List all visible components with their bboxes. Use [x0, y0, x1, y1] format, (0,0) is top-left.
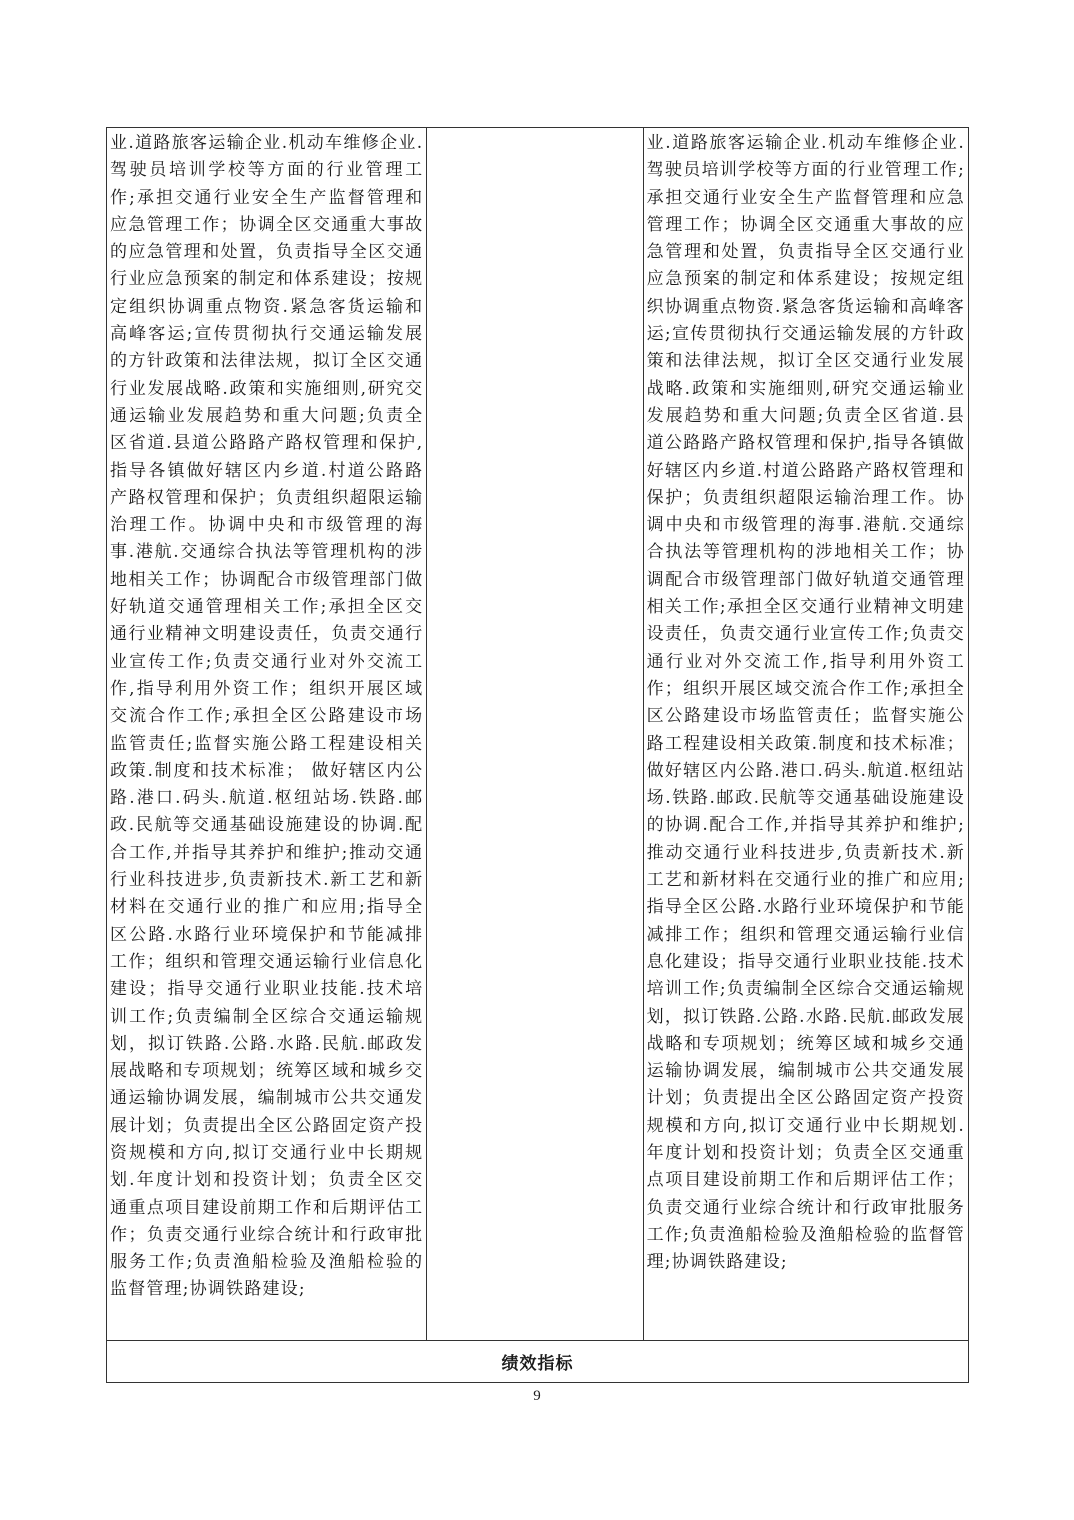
- duties-table: [106, 127, 969, 1383]
- middle-empty-cell: [427, 128, 643, 1341]
- left-duties-cell: [107, 128, 427, 1341]
- page-number: 9: [533, 1388, 541, 1404]
- performance-indicators-header: 绩效指标: [107, 1341, 969, 1383]
- section-header-row: [107, 1341, 969, 1383]
- duties-row: [107, 128, 969, 1341]
- right-duties-text: 业.道路旅客运输企业.机动车维修企业.驾驶员培训学校等方面的行业管理工作;承担交通行业安全生产监督管理和应急管理工作；协调全区交通重大事故的应急管理和处置，负责指导全区交通行业应急预案的制定和体系建设；按规定组织协调重点物资.紧急客货运输和高峰客运;宣传贯彻执行交通运输发展的方针政策和法律法规，拟订全区交通行业发展战略.政策和实施细则,研究交通运输业发展趋势和重大问题;负责全区省道.县道公路路产路权管理和保护,指导各镇做好辖区内乡道.村道公路路产路权管理和保护；负责组织超限运输治理工作。协调中央和市级管理的海事.港航.交通综合执法等管理机构的涉地相关工作；协调配合市级管理部门做好轨道交通管理相关工作;承担全区交通行业精神文明建设责任，负责交通行业宣传工作;负责交通行业对外交流工作,指导利用外资工作；组织开展区域交流合作工作;承担全区公路建设市场监管责任；监督实施公路工程建设相关政策.制度和技术标准；做好辖区内公路.港口.码头.航道.枢纽站场.铁路.邮政.民航等交通基础设施建设的协调.配合工作,并指导其养护和维护;推动交通行业科技进步,负责新技术.新工艺和新材料在交通行业的推广和应用;指导全区公路.水路行业环境保护和节能减排工作；组织和管理交通运输行业信息化建设；指导交通行业职业技能.技术培训工作;负责编制全区综合交通运输规划，拟订铁路.公路.水路.民航.邮政发展战略和专项规划；统筹区域和城乡交通运输协调发展，编制城市公共交通发展计划；负责提出全区公路固定资产投资规模和方向,拟订交通行业中长期规划.年度计划和投资计划；负责全区交通重点项目建设前期工作和后期评估工作；负责交通行业综合统计和行政审批服务工作;负责渔船检验及渔船检验的监督管理;协调铁路建设;: [646, 133, 965, 1273]
- left-duties-text: 业.道路旅客运输企业.机动车维修企业.驾驶员培训学校等方面的行业管理工作;承担交通行业安全生产监督管理和应急管理工作；协调全区交通重大事故的应急管理和处置，负责指导全区交通行业应急预案的制定和体系建设；按规定组织协调重点物资.紧急客货运输和高峰客运;宣传贯彻执行交通运输发展的方针政策和法律法规，拟订全区交通行业发展战略.政策和实施细则,研究交通运输业发展趋势和重大问题;负责全区省道.县道公路路产路权管理和保护,指导各镇做好辖区内乡道.村道公路路产路权管理和保护；负责组织超限运输治理工作。协调中央和市级管理的海事.港航.交通综合执法等管理机构的涉地相关工作；协调配合市级管理部门做好轨道交通管理相关工作;承担全区交通行业精神文明建设责任，负责交通行业宣传工作;负责交通行业对外交流工作,指导利用外资工作；组织开展区域交流合作工作;承担全区公路建设市场监管责任;监督实施公路工程建设相关政策.制度和技术标准； 做好辖区内公路.港口.码头.航道.枢纽站场.铁路.邮政.民航等交通基础设施建设的协调.配合工作,并指导其养护和维护;推动交通行业科技进步,负责新技术.新工艺和新材料在交通行业的推广和应用;指导全区公路.水路行业环境保护和节能减排工作；组织和管理交通运输行业信息化建设；指导交通行业职业技能.技术培训工作;负责编制全区综合交通运输规划，拟订铁路.公路.水路.民航.邮政发展战略和专项规划；统筹区域和城乡交通运输协调发展，编制城市公共交通发展计划；负责提出全区公路固定资产投资规模和方向,拟订交通行业中长期规划.年度计划和投资计划；负责全区交通重点项目建设前期工作和后期评估工作；负责交通行业综合统计和行政审批服务工作;负责渔船检验及渔船检验的监督管理;协调铁路建设;: [110, 133, 424, 1300]
- right-duties-cell: [643, 128, 968, 1341]
